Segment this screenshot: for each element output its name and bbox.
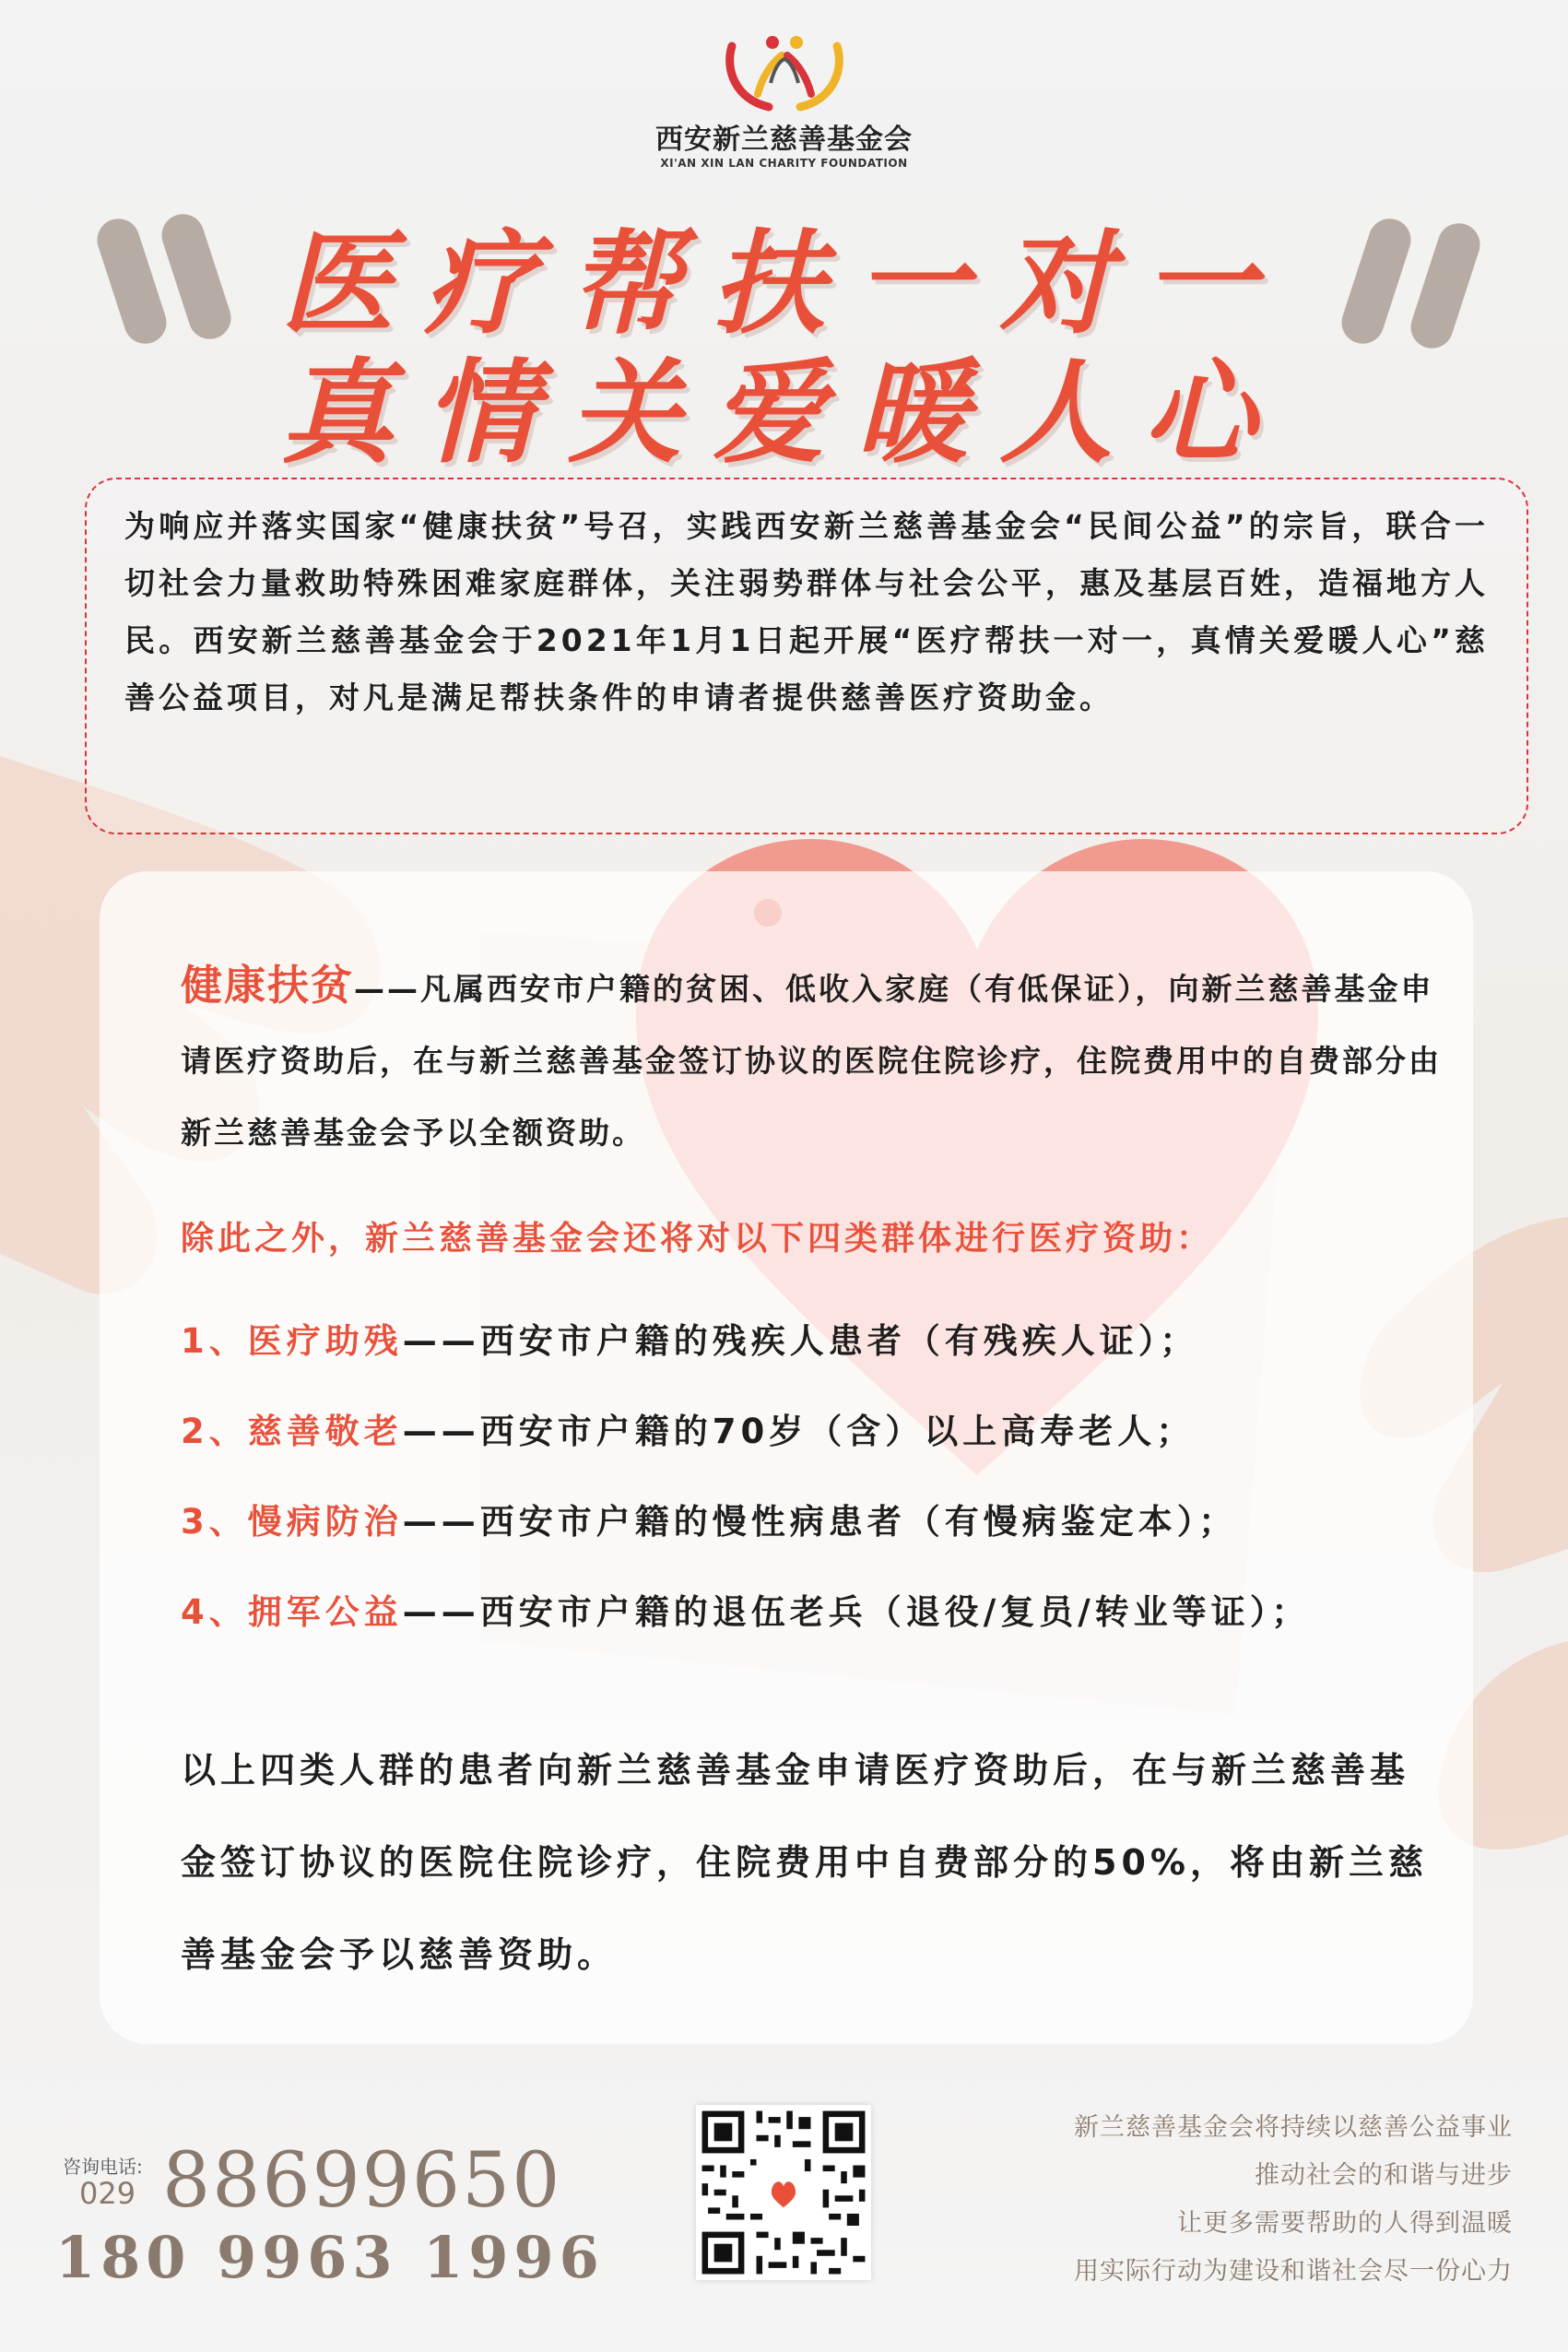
group-desc: ——西安市户籍的退伍老兵（退役/复员/转业等证）； — [402, 1592, 1311, 1632]
health-poverty-paragraph — [181, 950, 1444, 1169]
group-desc: ——西安市户籍的慢性病患者（有慢病鉴定本）； — [402, 1502, 1238, 1542]
group-name: 慈善敬老 — [247, 1412, 403, 1451]
group-desc: ——西安市户籍的70岁（含）以上高寿老人； — [402, 1412, 1196, 1451]
slogan-block — [960, 2104, 1513, 2296]
contact-area-code: 029 — [79, 2176, 136, 2211]
qr-code-icon — [696, 2105, 871, 2280]
list-item — [181, 1387, 1444, 1477]
slogan-line: 让更多需要帮助的人得到温暖 — [1177, 2209, 1513, 2238]
conclusion-paragraph: 以上四类人群的患者向新兰慈善基金申请医疗资助后，在与新兰慈善基金签订协议的医院住院诊疗，住院费用中自费部分的50%，将由新兰慈善基金会予以慈善资助。 — [181, 1750, 1428, 1975]
group-list — [181, 1296, 1444, 1658]
group-name: 医疗助残 — [247, 1321, 403, 1361]
intro-paragraph: 为响应并落实国家“健康扶贫”号召，实践西安新兰慈善基金会“民间公益”的宗旨，联合一切社会力量救助特殊困难家庭群体，关注弱势群体与社会公平，惠及基层百姓，造福地方人民。西安新兰慈善基金会于2021年1月1日起开展“医疗帮扶一对一，真情关爱暖人心”慈善公益项目，对凡是满足帮扶条件的申请者提供慈善医疗资助金。 — [124, 508, 1489, 715]
foundation-name-en: XI'AN XIN LAN CHARITY FOUNDATION — [660, 157, 908, 170]
qr-code — [696, 2105, 871, 2280]
foundation-name-cn: 西安新兰慈善基金会 — [655, 124, 913, 156]
page-title-line1: 医疗帮扶一对一 — [280, 217, 1288, 349]
section-subheading: 除此之外，新兰慈善基金会还将对以下四类群体进行医疗资助： — [181, 1220, 1214, 1258]
group-desc: ——西安市户籍的残疾人患者（有残疾人证）； — [402, 1321, 1199, 1361]
contact-label: 咨询电话: — [63, 2156, 143, 2178]
contact-phone: 88699650 — [162, 2137, 562, 2225]
contact-mobile: 180 9963 1996 — [55, 2224, 605, 2291]
list-item — [181, 1477, 1444, 1567]
group-number: 3、 — [181, 1502, 248, 1542]
list-item — [181, 1567, 1444, 1658]
health-poverty-text: ——凡属西安市户籍的贫困、低收入家庭（有低保证），向新兰慈善基金申请医疗资助后，在与新兰慈善基金签订协议的医院住院诊疗，住院费用中的自费部分由新兰慈善基金会予以全额资助。 — [181, 971, 1442, 1151]
slogan-line: 推动社会的和谐与进步 — [1255, 2161, 1513, 2190]
group-number: 2、 — [181, 1412, 248, 1451]
list-item — [181, 1296, 1444, 1387]
group-name: 拥军公益 — [247, 1592, 403, 1632]
page-title-line2: 真情关爱暖人心 — [280, 346, 1288, 479]
group-number: 4、 — [181, 1592, 248, 1632]
group-number: 1、 — [181, 1321, 248, 1361]
foundation-logo-icon — [715, 28, 854, 112]
slogan-line: 新兰慈善基金会将持续以慈善公益事业 — [1074, 2113, 1513, 2142]
slogan-line: 用实际行动为建设和谐社会尽一份心力 — [1074, 2257, 1513, 2286]
health-poverty-keyword: 健康扶贫 — [181, 961, 355, 1010]
foundation-logo — [0, 28, 1568, 170]
group-name: 慢病防治 — [247, 1502, 403, 1542]
